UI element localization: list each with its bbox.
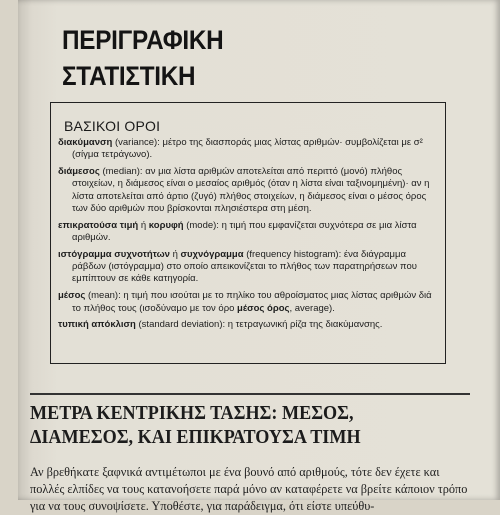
- section-heading-line2: ΔΙΑΜΕΣΟΣ, ΚΑΙ ΕΠΙΚΡΑΤΟΥΣΑ ΤΙΜΗ: [30, 427, 361, 448]
- term-median: [58, 166, 438, 215]
- term-name: ιστόγραμμα συχνοτήτων: [58, 248, 170, 260]
- term-definition: (mean): η τιμή που ισούται με το πηλίκο του αθροίσματος μιας λίστας αριθμών διά το πλήθος τους (ισοδύναμο με τον όρο: [72, 290, 432, 314]
- chapter-title: [62, 22, 223, 94]
- chapter-title-line1: ΠΕΡΙΓΡΑΦΙΚΗ: [62, 25, 224, 55]
- term-definition: (standard deviation): η τετραγωνική ρίζα της διακύμανσης.: [135, 319, 383, 331]
- term-definition: (mode): η τιμή που εμφανίζεται συχνότερα σε μια λίστα αριθμών.: [72, 219, 417, 244]
- key-terms-title: ΒΑΣΙΚΟΙ ΟΡΟΙ: [64, 118, 161, 134]
- term-name: διάμεσος: [58, 166, 100, 178]
- term-connector: ή: [169, 248, 181, 260]
- term-definition: (median): αν μια λίστα αριθμών αποτελείται από περιττό (μονό) πλήθος στοιχείων, η διάμεσος είναι ο μεσαίος αριθμός (όταν η λίστα είναι ταξινομημένη)· αν η λίστα αποτελείται από άρτιο (ζυγό) πλήθος στοιχείων, η διάμεσος είναι ο μέσος όρος των δύο αριθμών που βρίσκονται πλησιέστερα στη μέση.: [72, 166, 430, 214]
- term-std-deviation: [58, 319, 438, 331]
- key-terms-list: [58, 137, 438, 336]
- term-definition: (frequency histogram): ένα διάγραμμα ράβδων (ιστόγραμμα) στο οποίο απεικονίζεται το πλήθος των παρατηρήσεων που εμπίπτουν σε κάθε κατηγορία.: [72, 248, 417, 285]
- term-name: επικρατούσα τιμή: [58, 219, 139, 231]
- term-connector: ή: [138, 219, 149, 231]
- section-heading: [30, 402, 361, 450]
- chapter-title-line2: ΣΤΑΤΙΣΤΙΚΗ: [62, 61, 196, 91]
- term-name: τυπική απόκλιση: [58, 319, 136, 331]
- term-variance: [58, 137, 438, 162]
- term-name-alt: μέσος όρος: [237, 302, 290, 314]
- term-name-alt: κορυφή: [148, 219, 184, 231]
- term-definition: (variance): μέτρο της διασποράς μιας λίστας αριθμών· συμβολίζεται με σ² (σίγμα τετράγωνο).: [72, 137, 423, 161]
- term-name: μέσος: [58, 290, 86, 302]
- term-definition-tail: , average).: [289, 302, 335, 314]
- term-mode: [58, 220, 438, 245]
- term-mean: [58, 290, 438, 315]
- term-histogram: [58, 249, 438, 286]
- section-heading-line1: ΜΕΤΡΑ ΚΕΝΤΡΙΚΗΣ ΤΑΣΗΣ: ΜΕΣΟΣ,: [30, 403, 354, 424]
- term-name-alt: συχνόγραμμα: [180, 248, 244, 260]
- term-name: διακύμανση: [58, 137, 113, 148]
- section-divider: [30, 393, 470, 395]
- section-body-paragraph: Αν βρεθήκατε ξαφνικά αντιμέτωποι με ένα βουνό από αριθμούς, τότε δεν έχετε και πολλές ελπίδες να τους κατανοήσετε παρά μόνο αν καταφέρετε να βρείτε κάποιον τρόπο για να τους συνοψίσετε. Υποθέστε, για παράδειγμα, ότι είστε υπεύθυ-: [30, 465, 468, 514]
